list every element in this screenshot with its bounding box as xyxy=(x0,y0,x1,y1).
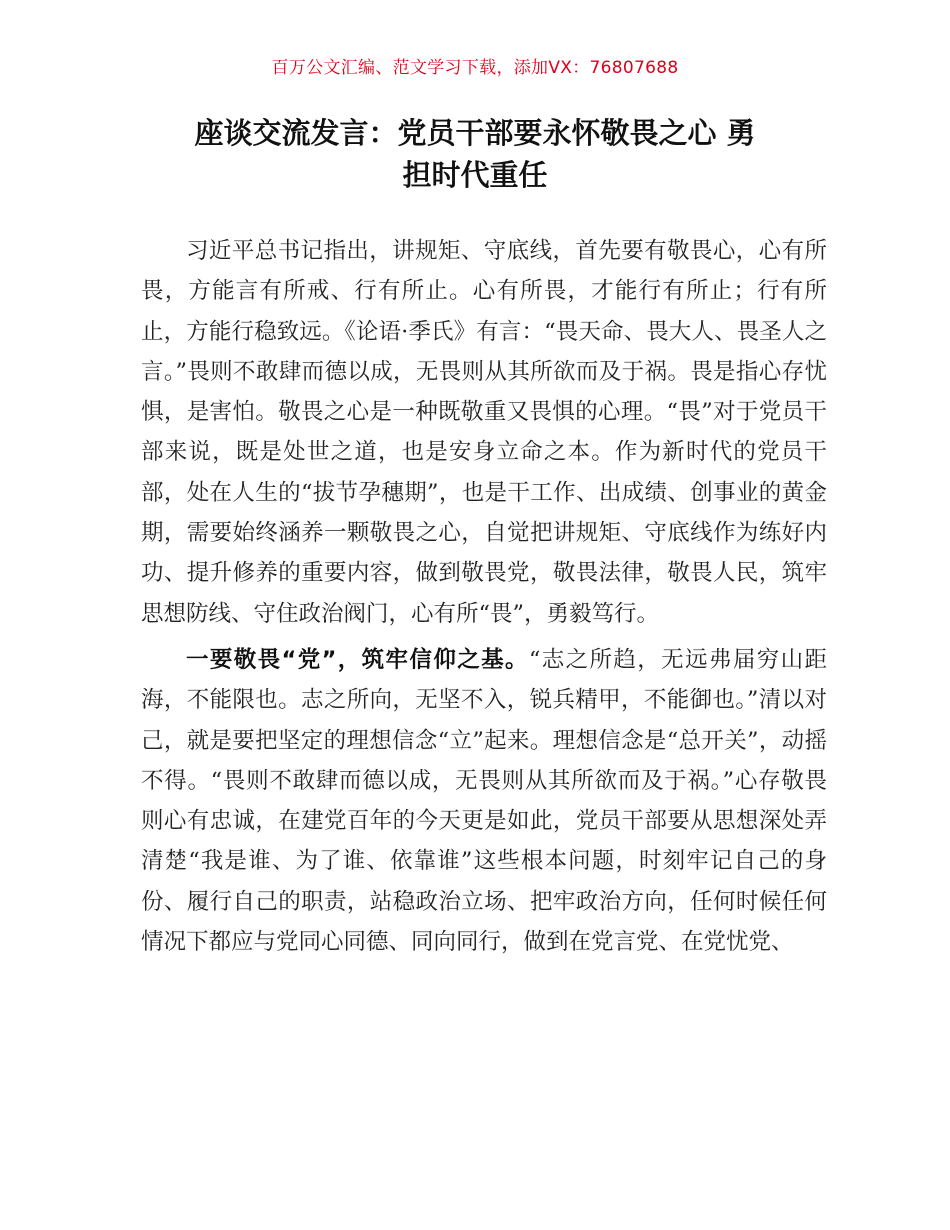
title-line-1: 座谈交流发言：党员干部要永怀敬畏之心 勇 xyxy=(194,116,756,150)
title-line-2: 担时代重任 xyxy=(402,158,548,192)
paragraph-text: 习近平总书记指出，讲规矩、守底线，首先要有敬畏心，心有所畏，方能言有所戒、行有所止。心有所畏，才能行有所止；行有所止，方能行稳致远。《论语·季氏》有言：“畏天命、畏大人、畏圣人之言。”畏则不敢肆而德以成，无畏则从其所欲而及于祸。畏是指心存忧惧，是害怕。敬畏之心是一种既敬重又畏惧的心理。“畏”对于党员干部来说，既是处世之道，也是安身立命之本。作为新时代的党员干部，处在人生的“拔节孕穗期”，也是干工作、出成绩、创事业的黄金期，需要始终涵养一颗敬畏之心，自觉把讲规矩、守底线作为练好内功、提升修养的重要内容，做到敬畏党，敬畏法律，敬畏人民，筑牢思想防线、守住政治阀门，心有所“畏”，勇毅笃行。 xyxy=(141,238,827,627)
watermark-header: 百万公文汇编、范文学习下载，添加VX：76807688 xyxy=(271,58,679,78)
paragraph-intro xyxy=(141,231,827,634)
paragraph-text: “志之所趋，无远弗届穷山距海，不能限也。志之所向，无坚不入，锐兵精甲，不能御也。”清以对己，就是要把坚定的理想信念“立”起来。理想信念是“总开关”，动摇不得。“畏则不敢肆而德以成，无畏则从其所欲而及于祸。”心存敬畏则心有忠诚，在建党百年的今天更是如此，党员干部要从思想深处弄清楚“我是谁、为了谁、依靠谁”这些根本问题，时刻牢记自己的身份、履行自己的职责，站稳政治立场、把牢政治方向，任何时候任何情况下都应与党同心同德、同向同行，做到在党言党、在党忧党、 xyxy=(141,646,827,956)
document-body xyxy=(141,231,827,968)
section-heading: 一要敬畏“党”，筑牢信仰之基。 xyxy=(186,646,529,673)
document-title xyxy=(130,112,820,196)
paragraph-section-1 xyxy=(141,640,827,962)
